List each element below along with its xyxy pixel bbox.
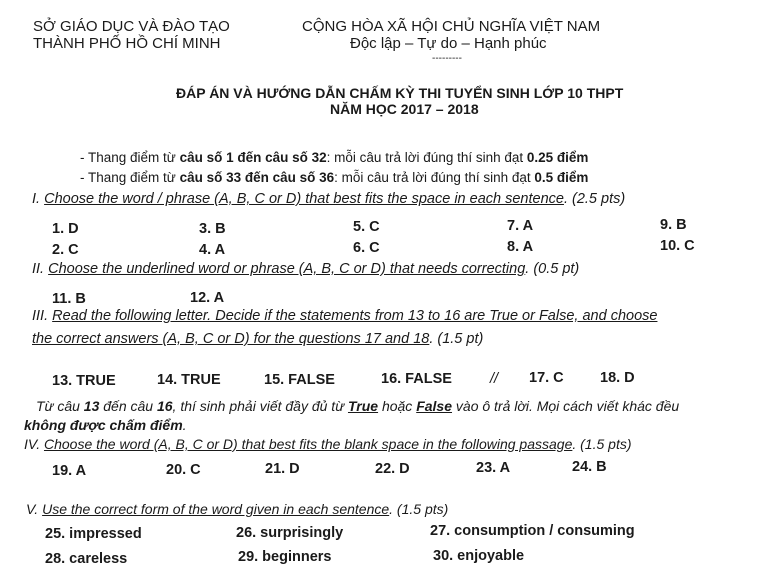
section-instruction: Read the following letter. Decide if the statements from 13 to 16 are True or False, and choose (52, 308, 658, 324)
header-separator: --------- (432, 53, 462, 64)
answer-26: 26. surprisingly (236, 525, 344, 541)
note-text: : mỗi câu trả lời đúng thí sinh đạt (334, 170, 535, 185)
note-bold: không được chấm điểm (24, 417, 183, 433)
document-title: ĐÁP ÁN VÀ HƯỚNG DẪN CHẤM KỲ THI TUYỂN SINH LỚP 10 THPT (176, 85, 624, 101)
answer-20: 20. C (166, 462, 201, 478)
national-motto: Độc lập – Tự do – Hạnh phúc (350, 35, 547, 52)
answer-14: 14. TRUE (157, 372, 221, 388)
note-text: Từ câu (36, 398, 84, 414)
section-3-heading-line1 (32, 308, 657, 324)
answer-10: 10. C (660, 238, 695, 254)
section-3-heading-line2 (32, 331, 483, 347)
note-range: câu số 1 đến câu số 32 (179, 150, 327, 165)
note-text: - Thang điểm từ (80, 170, 180, 185)
section-number: IV. (24, 436, 44, 452)
section-number: III. (32, 308, 53, 324)
note-text: hoặc (378, 398, 417, 414)
section-points: . (2.5 pts) (563, 191, 626, 207)
note-text: , thí sinh phải viết đầy đủ từ (172, 398, 348, 414)
answer-18: 18. D (600, 370, 635, 386)
scoring-note-2 (80, 170, 588, 185)
section-instruction: Choose the word (A, B, C or D) that best fits the blank space in the following passage (43, 436, 573, 452)
answer-23: 23. A (476, 460, 511, 476)
answer-29: 29. beginners (238, 549, 332, 565)
answer-3: 3. B (199, 221, 226, 237)
note-text: - Thang điểm từ (80, 150, 180, 165)
answer-6: 6. C (353, 240, 380, 256)
department-name: SỞ GIÁO DỤC VÀ ĐÀO TẠO (33, 18, 230, 35)
answer-8: 8. A (507, 239, 534, 255)
section-number: I. (32, 191, 45, 207)
note-points: 0.5 điểm (534, 170, 589, 185)
section-points: . (1.5 pts) (389, 501, 449, 517)
answer-22: 22. D (375, 461, 410, 477)
answer-21: 21. D (265, 461, 300, 477)
answer-25: 25. impressed (45, 526, 142, 542)
answer-28: 28. careless (45, 551, 128, 567)
answer-9: 9. B (660, 217, 687, 233)
answer-27: 27. consumption / consuming (430, 523, 635, 539)
answer-15: 15. FALSE (264, 372, 335, 388)
answer-30: 30. enjoyable (433, 548, 525, 564)
note-text: vào ô trả lời. Mọi cách viết khác đều (452, 398, 680, 414)
note-word-false: False (416, 398, 453, 414)
section-instruction: Choose the word / phrase (A, B, C or D) that best fits the space in each sentence (44, 191, 564, 207)
true-false-note-line2 (24, 417, 187, 433)
answer-13: 13. TRUE (52, 373, 116, 389)
note-number: 13 (83, 398, 100, 414)
section-5-heading (26, 501, 448, 517)
answer-12: 12. A (190, 290, 225, 306)
answer-7: 7. A (507, 218, 534, 234)
note-number: 16 (156, 398, 173, 414)
national-title: CỘNG HÒA XÃ HỘI CHỦ NGHĨA VIỆT NAM (302, 18, 601, 35)
section-number: II. (32, 261, 49, 277)
section-points: . (0.5 pt) (525, 261, 580, 277)
note-word-true: True (347, 398, 379, 414)
note-range: câu số 33 đến câu số 36 (179, 170, 335, 185)
answer-24: 24. B (572, 459, 607, 475)
section-4-heading (24, 436, 632, 452)
note-text: đến câu (99, 398, 157, 414)
city-name: THÀNH PHỐ HỒ CHÍ MINH (33, 35, 221, 52)
answer-2: 2. C (52, 242, 79, 258)
note-text: . (182, 417, 187, 433)
section-instruction: the correct answers (A, B, C or D) for the questions 17 and 18 (32, 331, 430, 347)
school-year: NĂM HỌC 2017 – 2018 (330, 101, 479, 117)
answer-17: 17. C (529, 370, 564, 386)
answer-19: 19. A (52, 463, 87, 479)
answer-4: 4. A (199, 242, 226, 258)
answer-11: 11. B (52, 291, 86, 307)
note-text: : mỗi câu trả lời đúng thí sinh đạt (326, 150, 527, 165)
answer-1: 1. D (52, 221, 79, 237)
section-2-heading (32, 261, 579, 277)
section-instruction: Choose the underlined word or phrase (A, B, C or D) that needs correcting (48, 261, 526, 277)
answer-5: 5. C (353, 219, 380, 235)
true-false-note-line1 (36, 398, 679, 414)
answer-16: 16. FALSE (381, 371, 452, 387)
section-points: . (1.5 pts) (572, 436, 632, 452)
note-points: 0.25 điểm (526, 150, 589, 165)
section-number: V. (26, 501, 43, 517)
section-points: . (1.5 pt) (429, 331, 484, 347)
section-instruction: Use the correct form of the word given in each sentence (42, 501, 390, 517)
section-1-heading (32, 191, 625, 207)
answer-separator: // (490, 371, 499, 387)
scoring-note-1 (80, 150, 588, 165)
